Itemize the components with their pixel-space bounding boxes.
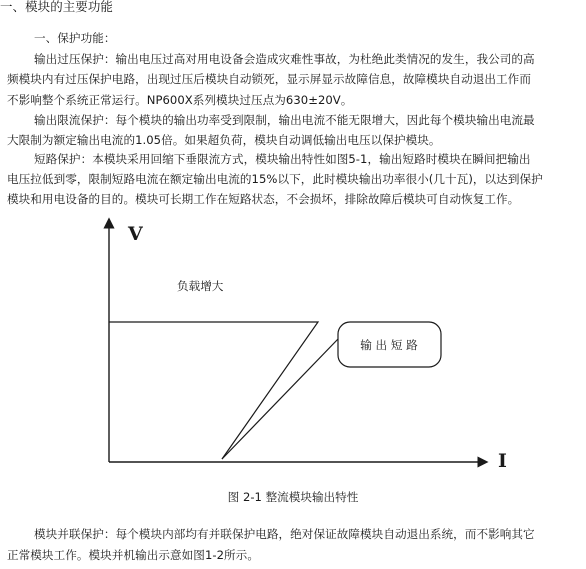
short-circuit-callout-label: 输 出 短 路: [360, 338, 418, 352]
current-limit-line-1: 输出限流保护：每个模块的输出功率受到限制，输出电流不能无限增大，因此每个模块输出电流最: [34, 113, 535, 127]
overvoltage-line-2: 频模块内有过压保护电路，出现过压后模块自动锁死，显示屏显示故障信息，故障模块自动退出工作而: [7, 72, 531, 86]
section-title: 一、模块的主要功能: [0, 0, 113, 14]
short-circuit-line-3: 模块和用电设备的目的。模块可长期工作在短路状态，不会损坏，排除故障后模块可自动恢复工作。: [7, 192, 520, 206]
short-circuit-line-1: 短路保护：本模块采用回缩下垂限流方式，模块输出特性如图5-1，输出短路时模块在瞬间把输出: [34, 152, 531, 166]
current-limit-line-2: 大限制为额定输出电流的1.05倍。如果超负荷，模块自动调低输出电压以保护模块。: [7, 133, 441, 147]
overvoltage-line-1: 输出过压保护：输出电压过高对用电设备会造成灾难性事故，为杜绝此类情况的发生，我公司的高: [34, 52, 535, 66]
x-axis-label: I: [498, 450, 507, 472]
parallel-line-1: 模块并联保护：每个模块内部均有并联保护电路，绝对保证故障模块自动退出系统，而不影响其它: [34, 527, 535, 541]
figure-caption: 图 2-1 整流模块输出特性: [227, 490, 359, 504]
parallel-line-2: 正常模块工作。模块并机输出示意如图1-2所示。: [7, 548, 259, 562]
overvoltage-line-3: 不影响整个系统正常运行。NP600X系列模块过压点为630±20V。: [7, 93, 353, 107]
characteristic-curve: [109, 322, 318, 459]
short-circuit-line-2: 电压拉低到零，限制短路电流在额定输出电流的15%以下，此时模块输出功率很小(几十瓦)，以达到保护: [7, 172, 543, 186]
subsection-title: 一、保护功能：: [34, 31, 116, 45]
load-increase-label: 负载增大: [177, 279, 224, 293]
y-axis-label: V: [128, 223, 143, 245]
foldback-line: [222, 339, 338, 459]
